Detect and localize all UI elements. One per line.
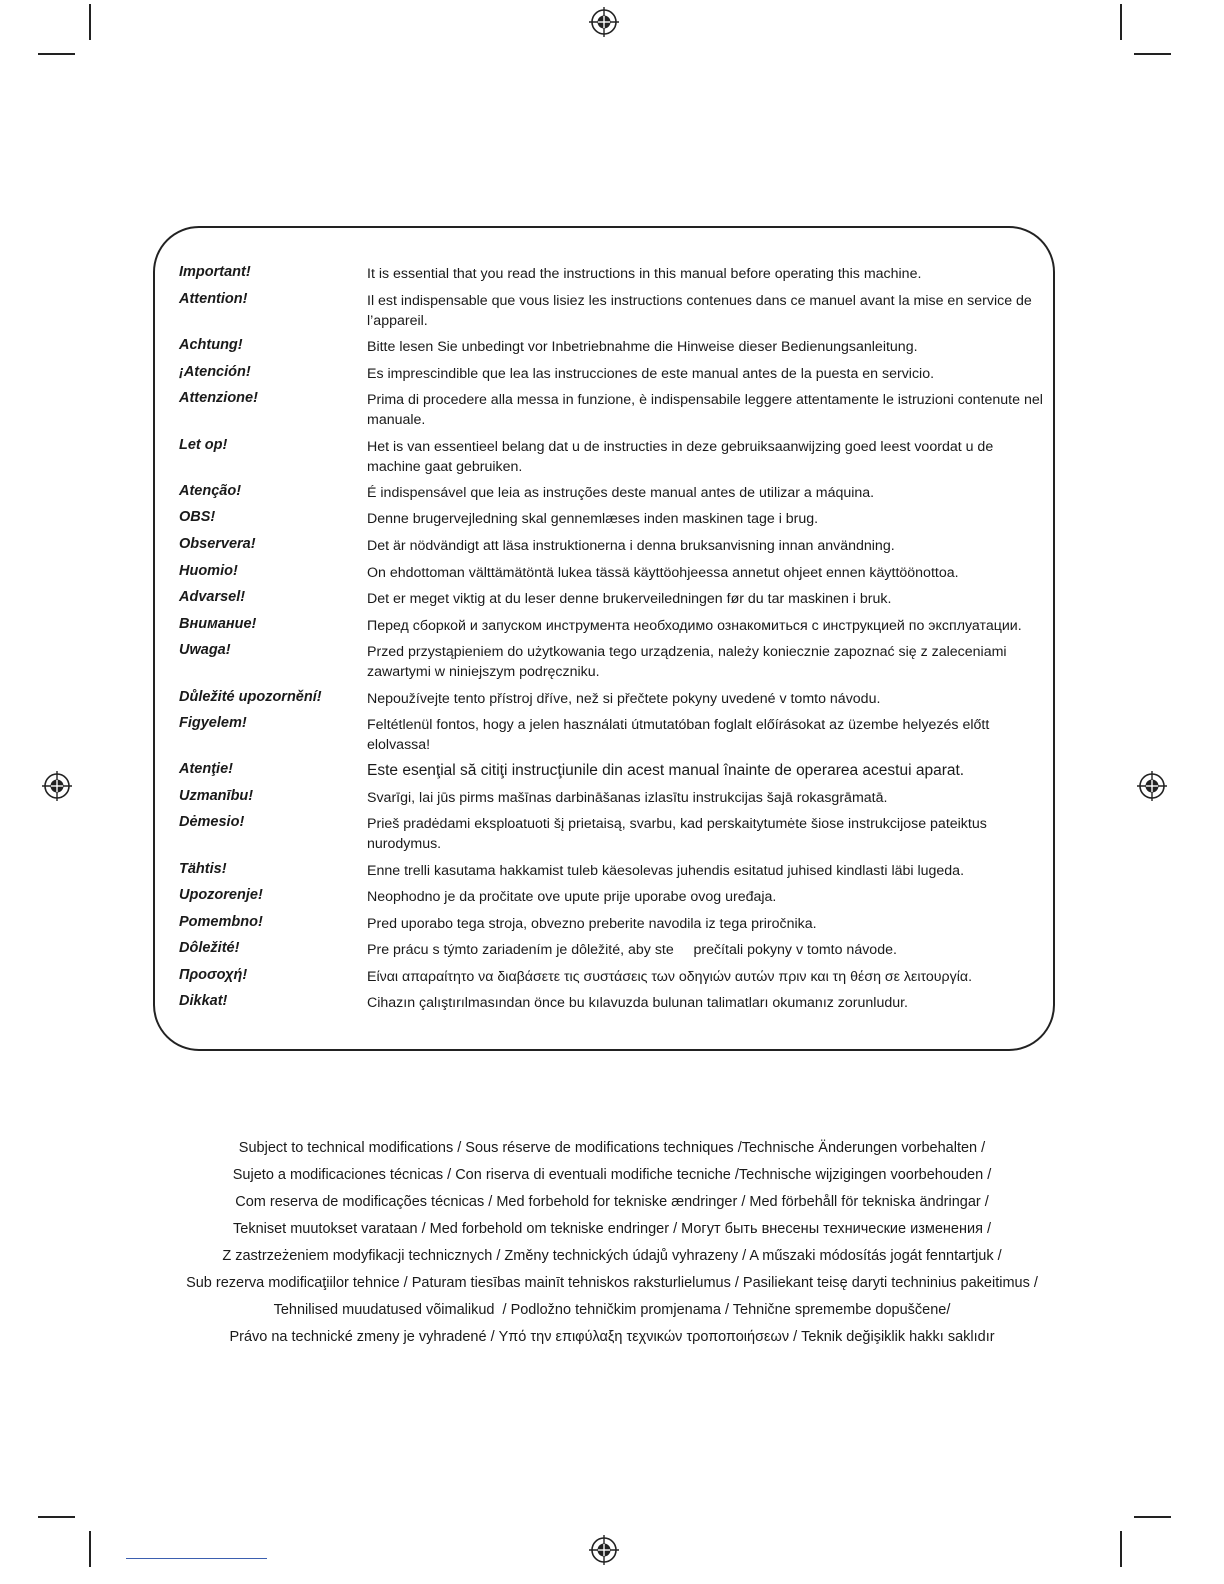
warning-label: Atenţie! (179, 761, 233, 777)
warning-label: Dikkat! (179, 993, 228, 1009)
warning-label: Achtung! (179, 337, 243, 353)
disclaimer-line: Tehnilised muudatused võimalikud / Podložno tehničkim promjenama / Tehnične spremembe dopuščene/ (273, 1302, 951, 1318)
warning-label: ¡Atención! (179, 364, 251, 380)
disclaimer-line: Sub rezerva modificaţiilor tehnice / Paturam tiesības mainīt tehniskos raksturlielumus / Pasiliekant teisę daryti techninius pakeitimus / (186, 1275, 1038, 1291)
warning-text: Είναι απαραίτητο να διαβάσετε τις συστάσεις των οδηγιών αυτών πριν και τη θέση σε λειτουργία. (367, 969, 973, 985)
warning-text: It is essential that you read the instructions in this manual before operating this machine. (367, 266, 922, 282)
warning-label: Προσοχή! (179, 967, 248, 983)
warning-text: Prima di procedere alla messa in funzione, è indispensabile leggere attentamente le istruzioni contenute nel manuale. (367, 392, 1043, 428)
warning-text: On ehdottoman välttämätöntä lukea tässä käyttöohjeessa annetut ohjeet ennen käyttöönottoa. (367, 565, 959, 581)
warning-text: Prieš pradėdami eksploatuoti šį prietaisą, svarbu, kad perskaitytumėte šiose instrukcijose pateiktus nurodymus. (367, 816, 987, 852)
warning-label: Huomio! (179, 563, 238, 579)
crop-mark (89, 4, 91, 40)
warning-label: Atenção! (179, 483, 242, 499)
crop-mark (1120, 4, 1122, 40)
crop-mark (38, 1516, 75, 1518)
crop-mark (89, 1531, 91, 1567)
warning-text: Neophodno je da pročitate ove upute prije uporabe ovog uređaja. (367, 889, 777, 905)
disclaimer-line: Tekniset muutokset varataan / Med forbehold om tekniske endringer / Могут быть внесены технические изменения / (233, 1221, 991, 1237)
warning-label: Důležité upozornění! (179, 689, 322, 705)
warning-label: Attenzione! (179, 390, 258, 406)
crop-mark (1134, 1516, 1171, 1518)
warning-label: Figyelem! (179, 715, 247, 731)
divider (126, 1558, 267, 1559)
multilingual-warning-box (153, 226, 1055, 1051)
warning-text: Este esenţial să citiţi instrucţiunile din acest manual înainte de operarea acestui aparat. (367, 762, 965, 779)
disclaimer-line: Com reserva de modificações técnicas / Med forbehold for tekniske ændringer / Med förbehåll för tekniska ändringar / (235, 1194, 989, 1210)
warning-label: Dėmesio! (179, 814, 245, 830)
warning-label: Pomembno! (179, 914, 263, 930)
warning-text: Przed przystąpieniem do użytkowania tego urządzenia, należy koniecznie zapoznać się z zaleceniami zawartymi w niniejszym podręczniku. (367, 644, 1007, 680)
registration-crosshair-icon (589, 7, 619, 37)
warning-label: Dôležité! (179, 940, 240, 956)
warning-label: Uzmanību! (179, 788, 254, 804)
warning-label: Let op! (179, 437, 228, 453)
crop-mark (38, 53, 75, 55)
warning-text: Nepoužívejte tento přístroj dříve, než si přečtete pokyny uvedené v tomto návodu. (367, 691, 881, 707)
disclaimer-line: Z zastrzeżeniem modyfikacji technicznych / Změny technických údajů vyhrazeny / A műszaki módosítás jogát fenntartjuk / (222, 1248, 1002, 1264)
warning-label: Tähtis! (179, 861, 227, 877)
warning-text: Pred uporabo tega stroja, obvezno preberite navodila iz tega priročnika. (367, 916, 817, 932)
warning-text: Het is van essentieel belang dat u de instructies in deze gebruiksaanwijzing goed leest voordat u de machine gaat gebruiken. (367, 439, 994, 475)
warning-text: Svarīgi, lai jūs pirms mašīnas darbināšanas izlasītu instrukcijas šajā rokasgrāmatā. (367, 790, 888, 806)
warning-text: Cihazın çalıştırılmasından önce bu kılavuzda bulunan talimatları okumanız zorunludur. (367, 995, 908, 1011)
warning-text: Pre prácu s týmto zariadením je dôležité, aby ste prečítali pokyny v tomto návode. (367, 942, 897, 958)
warning-text: Det er meget viktig at du leser denne brukerveiledningen før du tar maskinen i bruk. (367, 591, 892, 607)
warning-label: Внимание! (179, 616, 257, 632)
warning-text: Перед сборкой и запуском инструмента необходимо ознакомиться с инструкцией по эксплуатации. (367, 618, 1022, 634)
warning-text: Enne trelli kasutama hakkamist tuleb käesolevas juhendis esitatud juhised kindlasti läbi lugeda. (367, 863, 965, 879)
disclaimer-line: Sujeto a modificaciones técnicas / Con riserva di eventuali modifiche tecniche /Technische wijzigingen voorbehouden / (232, 1167, 992, 1183)
warning-label: Uwaga! (179, 642, 231, 658)
technical-modifications-disclaimer (0, 1137, 1224, 1353)
registration-crosshair-icon (589, 1535, 619, 1565)
crop-mark (1120, 1531, 1122, 1567)
disclaimer-line: Subject to technical modifications / Sous réserve de modifications techniques /Technische Änderungen vorbehalten / (238, 1140, 986, 1156)
warning-label: Advarsel! (179, 589, 246, 605)
warning-text: Det är nödvändigt att läsa instruktionerna i denna bruksanvisning innan användning. (367, 538, 895, 554)
warning-text: Es imprescindible que lea las instrucciones de este manual antes de la puesta en servicio. (367, 366, 935, 382)
crop-mark (1134, 53, 1171, 55)
warning-text: Feltétlenül fontos, hogy a jelen használati útmutatóban foglalt előírásokat az üzembe helyezés előtt elolvassa! (367, 717, 990, 753)
warning-text: Denne brugervejledning skal gennemlæses inden maskinen tage i brug. (367, 511, 819, 527)
warning-text: Bitte lesen Sie unbedingt vor Inbetriebnahme die Hinweise dieser Bedienungsanleitung. (367, 339, 918, 355)
warning-label: Attention! (179, 291, 248, 307)
registration-crosshair-icon (42, 771, 72, 801)
disclaimer-line: Právo na technické zmeny je vyhradené / Υπό την επιφύλαξη τεχνικών τροποποιήσεων / Teknik değişiklik hakkı saklıdır (229, 1329, 995, 1345)
warning-label: OBS! (179, 509, 216, 525)
warning-text: É indispensável que leia as instruções deste manual antes de utilizar a máquina. (367, 485, 875, 501)
registration-crosshair-icon (1137, 771, 1167, 801)
warning-label: Upozorenje! (179, 887, 263, 903)
warning-text: Il est indispensable que vous lisiez les instructions contenues dans ce manuel avant la mise en service de l’appareil. (367, 293, 1032, 329)
warning-label: Important! (179, 264, 251, 280)
warning-label: Observera! (179, 536, 256, 552)
